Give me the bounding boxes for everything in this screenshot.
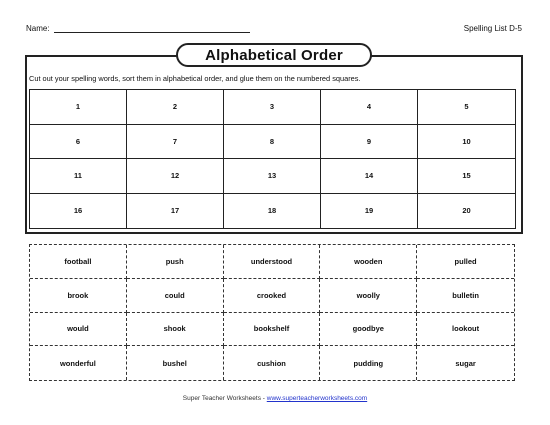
word-card: could — [127, 279, 224, 313]
numbered-square: 18 — [224, 194, 321, 229]
word-card: brook — [30, 279, 127, 313]
numbered-square: 13 — [224, 159, 321, 194]
numbered-squares-grid — [29, 89, 516, 229]
word-card: would — [30, 313, 127, 347]
numbered-square: 8 — [224, 125, 321, 160]
word-card: lookout — [417, 313, 514, 347]
numbered-square: 3 — [224, 90, 321, 125]
word-card: football — [30, 245, 127, 279]
numbered-square: 19 — [321, 194, 418, 229]
word-card: sugar — [455, 358, 476, 368]
numbered-square: 11 — [30, 159, 127, 194]
numbered-square: 12 — [127, 159, 224, 194]
word-card: wooden — [320, 245, 417, 279]
word-card: understood — [224, 245, 321, 279]
numbered-square: 1 — [30, 90, 127, 125]
numbered-square: 14 — [321, 159, 418, 194]
numbered-square: 2 — [127, 90, 224, 125]
word-card: goodbye — [320, 313, 417, 347]
word-card: wonderful — [30, 346, 127, 380]
footer — [0, 395, 550, 402]
spelling-list-id: Spelling List D-5 — [463, 24, 522, 33]
word-card: bushel — [127, 346, 224, 380]
numbered-square: 15 — [418, 159, 515, 194]
word-card: cushion — [224, 346, 321, 380]
instructions-text: Cut out your spelling words, sort them in alphabetical order, and glue them on the numbered squares. — [29, 74, 361, 83]
word-card: crooked — [224, 279, 321, 313]
numbered-square: 16 — [30, 194, 127, 229]
numbered-square: 6 — [30, 125, 127, 160]
word-card: pulled — [417, 245, 514, 279]
name-field-row — [26, 24, 250, 33]
word-card: push — [127, 245, 224, 279]
numbered-square: 17 — [127, 194, 224, 229]
numbered-square: 7 — [127, 125, 224, 160]
numbered-square: 10 — [418, 125, 515, 160]
numbered-square: 20 — [462, 206, 471, 216]
worksheet-title: Alphabetical Order — [176, 43, 372, 67]
name-label: Name: — [26, 24, 50, 33]
word-card: bookshelf — [224, 313, 321, 347]
word-card: bulletin — [417, 279, 514, 313]
word-card: shook — [127, 313, 224, 347]
numbered-square: 9 — [321, 125, 418, 160]
word-card: woolly — [320, 279, 417, 313]
word-cards-grid — [29, 244, 515, 381]
footer-link[interactable]: www.superteacherworksheets.com — [266, 395, 368, 402]
numbered-square: 5 — [418, 90, 515, 125]
numbered-square: 4 — [321, 90, 418, 125]
word-card: pudding — [320, 346, 417, 380]
name-blank-line — [54, 24, 250, 33]
footer-text: Super Teacher Worksheets - — [182, 395, 267, 402]
